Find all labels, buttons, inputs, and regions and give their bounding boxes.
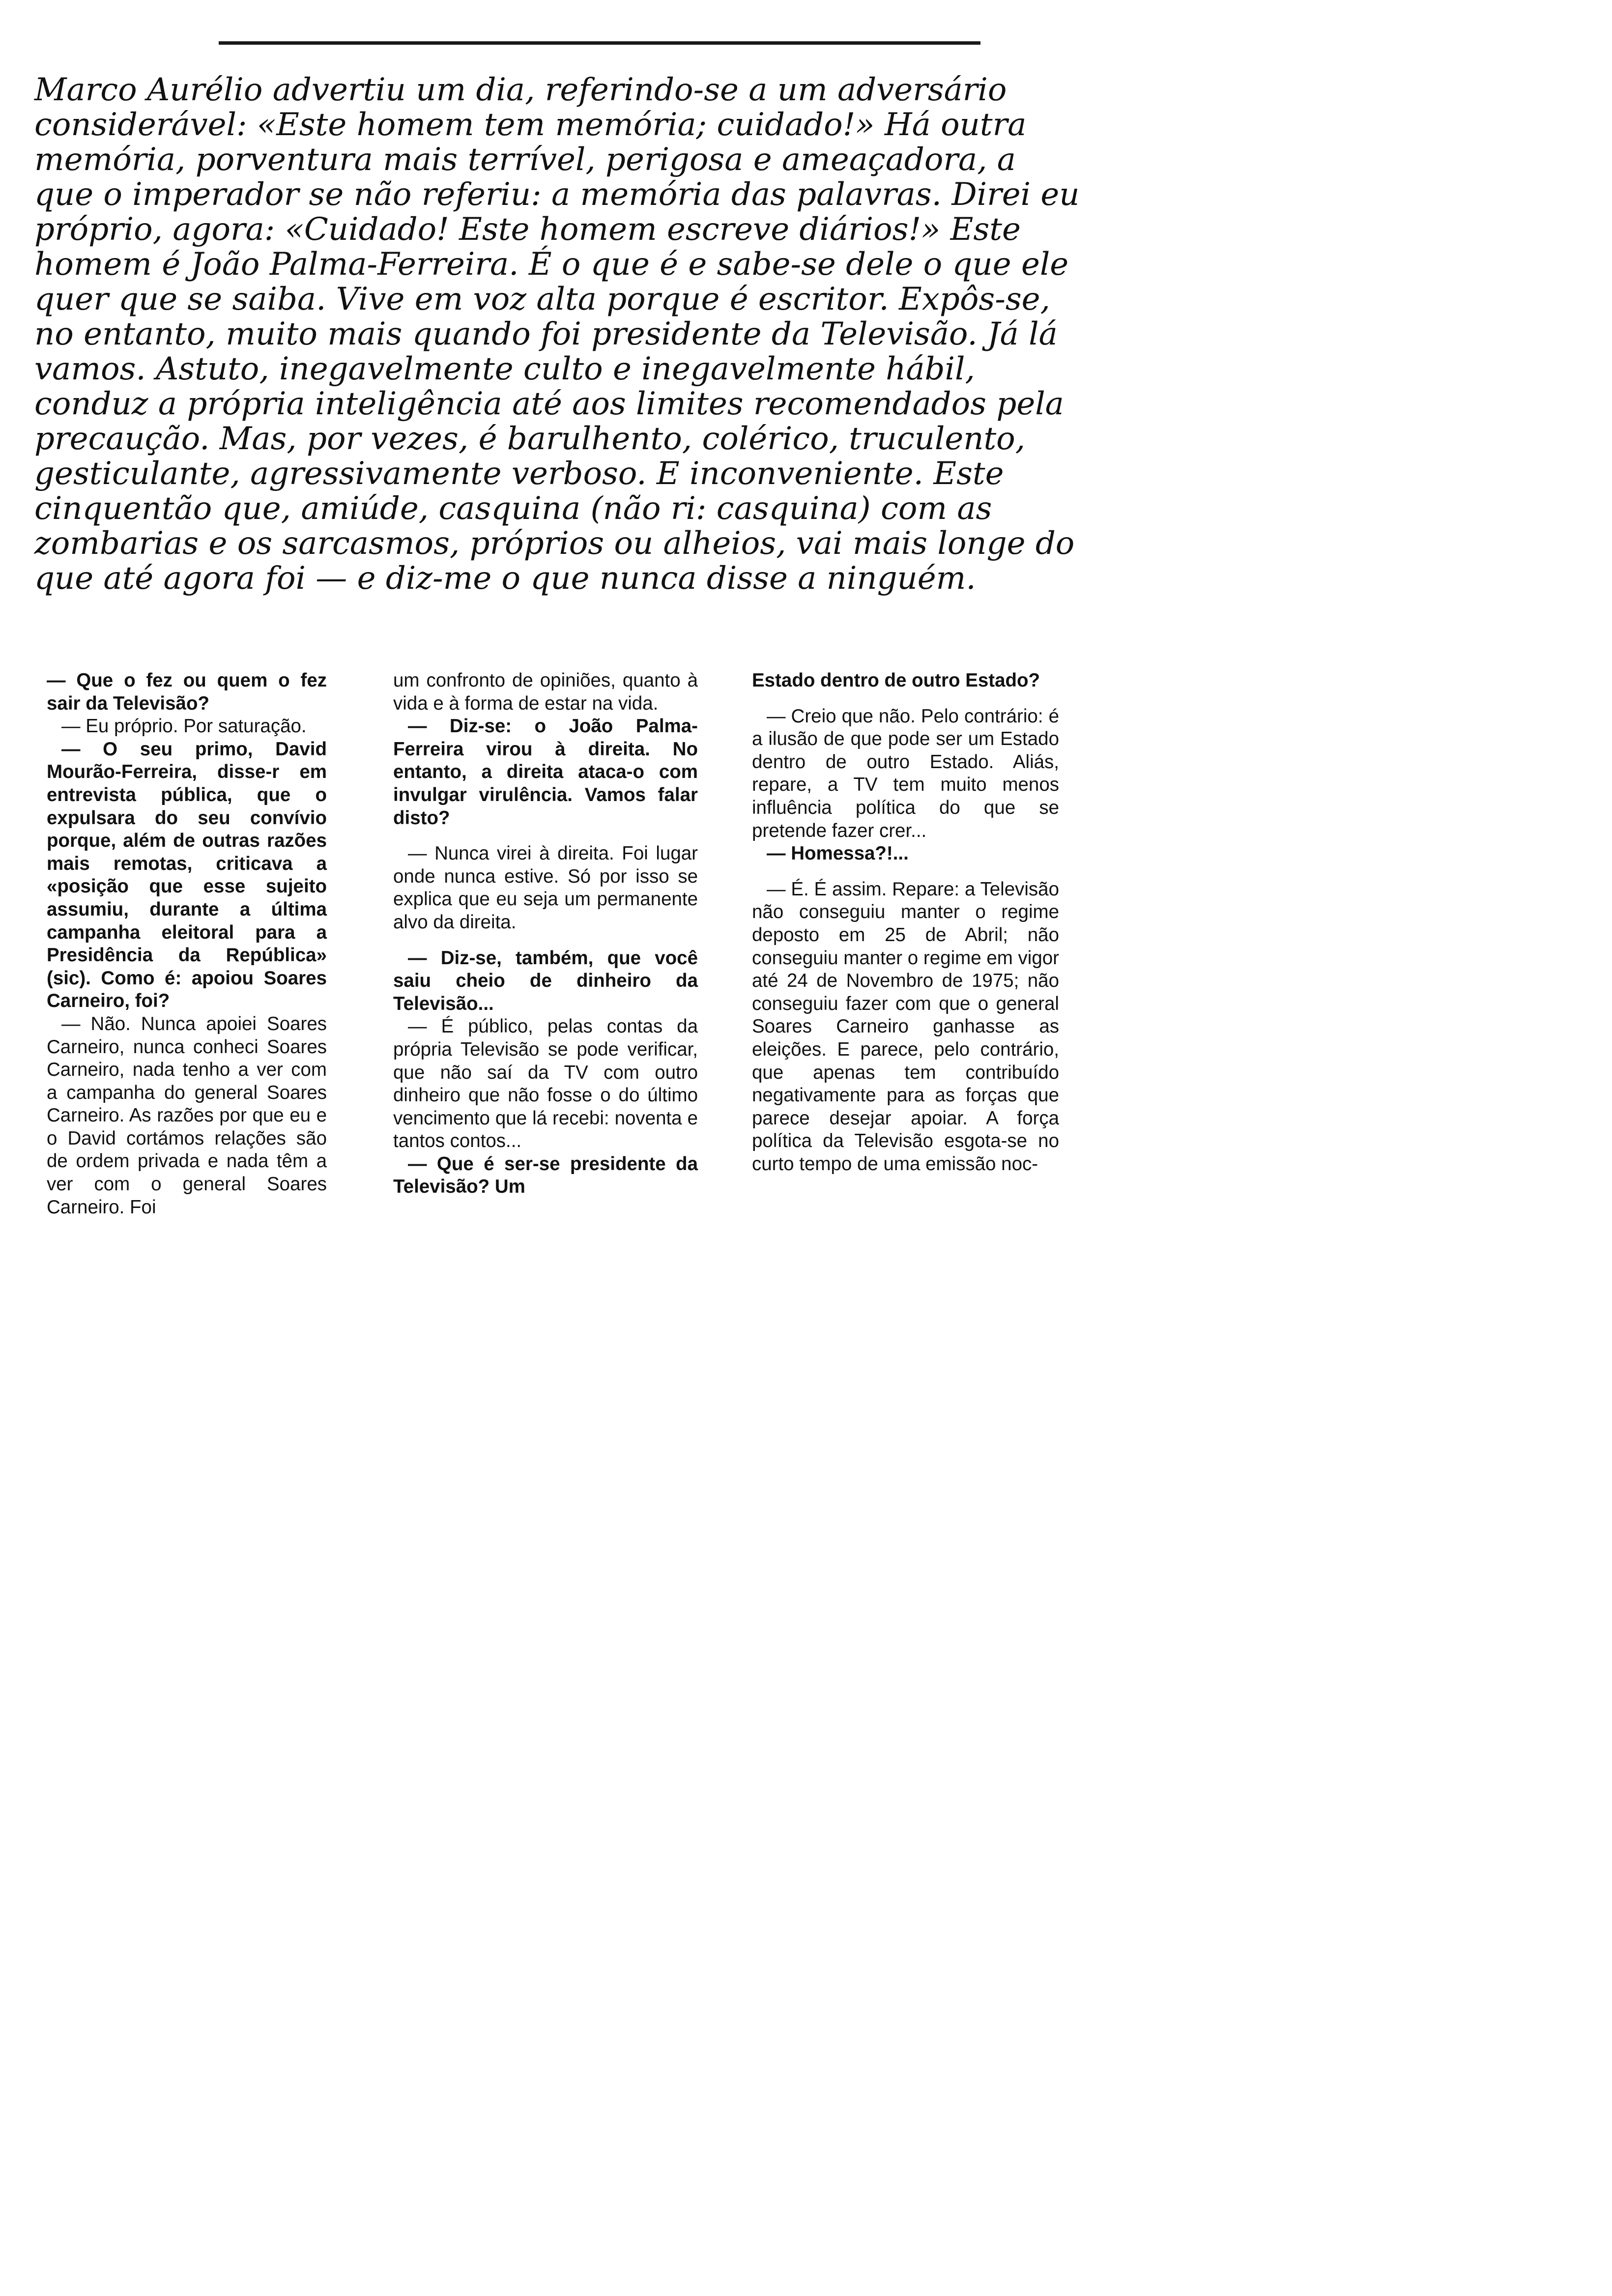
question-2: — O seu primo, David Mourão-Ferreira, disse-r em entrevista pública, que o expulsara do seu convívio porque, além de outras razões mais remotas, criticava a «posição que esse sujeito assumiu, durante a última campanha eleitoral para a Presidência da República» (sic). Como é: apoiou Soares Carneiro, foi? <box>47 738 327 1012</box>
answer-2: — Não. Nunca apoiei Soares Carneiro, nunca conheci Soares Carneiro, nada tenho a ver com a campanha do general Soares Carneiro. As razões por que eu e o David cortámos relações são de ordem privada e nada têm a ver com o general Soares Carneiro. Foi <box>47 1013 327 1218</box>
question-5-continued: Estado dentro de outro Estado? <box>752 670 1040 691</box>
question-6: — Homessa?!... <box>767 843 909 864</box>
intro-paragraph: Marco Aurélio advertiu um dia, referindo-se a um adversário considerável: «Este homem tem memória; cuidado!» Há outra memória, porventura mais terrível, perigosa e ameaçadora, a que o imperador se não referiu: a memória das palavras. Direi eu próprio, agora: «Cuidado! Este homem escreve diários!» Este homem é João Palma-Ferreira. É o que é e sabe-se dele o que ele quer que se saiba. Vive em voz alta porque é escritor. Expôs-se, no entanto, muito mais quando foi presidente da Televisão. Já lá vamos. Astuto, inegavelmente culto e inegavelmente hábil, conduz a própria inteligência até aos limites recomendados pela precaução. Mas, por vezes, é barulhento, colérico, truculento, gesticulante, agressivamente verboso. E inconveniente. Este cinquentão que, amiúde, casquina (não ri: casquina) com as zombarias e os sarcasmos, próprios ou alheios, vai mais longe do que até agora foi — e diz-me o que nunca disse a ninguém. <box>34 72 1080 597</box>
question-4: — Diz-se, também, que você saiu cheio de dinheiro da Televisão... <box>393 947 698 1014</box>
question-3: — Diz-se: o João Palma-Ferreira virou à direita. No entanto, a direita ataca-o com invulgar virulência. Vamos falar disto? <box>393 716 698 829</box>
answer-4: — É público, pelas contas da própria Televisão se pode verificar, que não saí da TV com outro dinheiro que não fosse o do último vencimento que lá recebi: noventa e tantos contos... <box>393 1016 698 1152</box>
answer-2-continued: um confronto de opiniões, quanto à vida e à forma de estar na vida. <box>393 670 698 714</box>
answer-1: — Eu próprio. Por saturação. <box>61 716 307 737</box>
column-3 <box>752 669 1059 1176</box>
question-5: — Que é ser-se presidente da Televisão? Um <box>393 1153 698 1198</box>
answer-3: — Nunca virei à direita. Foi lugar onde nunca estive. Só por isso se explica que eu seja um permanente alvo da direita. <box>393 843 698 933</box>
column-2 <box>393 669 698 1199</box>
answer-5: — Creio que não. Pelo contrário: é a ilusão de que pode ser um Estado dentro de outro Estado. Aliás, repare, a TV tem muito menos influência política do que se pretende fazer crer... <box>752 705 1059 841</box>
top-rule <box>219 41 980 45</box>
column-1 <box>47 669 327 1219</box>
answer-6: — É. É assim. Repare: a Televisão não conseguiu manter o regime deposto em 25 de Abril; não conseguiu manter o regime em vigor até 24 de Novembro de 1975; não conseguiu fazer com que o general Soares Carneiro ganhasse as eleições. E parece, pelo contrário, que apenas tem contribuído negativamente para as forças que parece desejar apoiar. A força política da Televisão esgota-se no curto tempo de uma emissão noc- <box>752 878 1059 1175</box>
question-1: — Que o fez ou quem o fez sair da Televisão? <box>47 670 327 714</box>
